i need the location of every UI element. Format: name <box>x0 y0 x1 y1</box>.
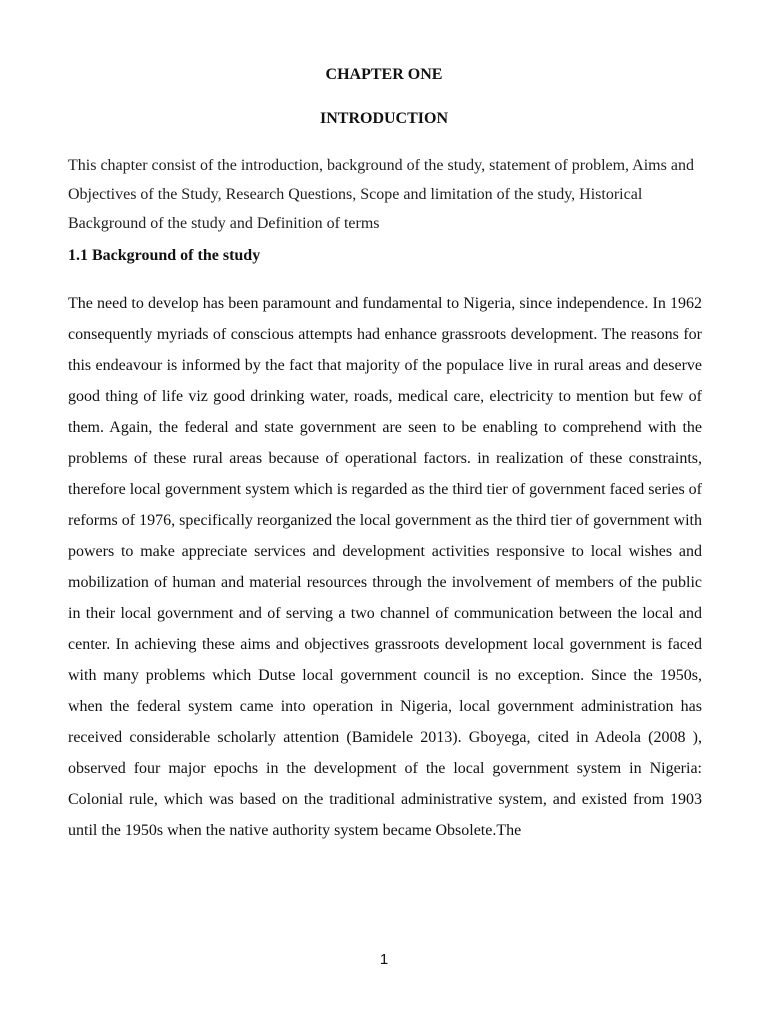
section-title: INTRODUCTION <box>319 110 448 127</box>
background-subheading: 1.1 Background of the study <box>68 247 261 264</box>
intro-paragraph: This chapter consist of the introduction, background of the study, statement of problem, Aims and Objectives of the Study, Research Questions, Scope and limitation of the study, Historical Background of the study and Definition of terms <box>68 157 694 232</box>
background-paragraph: The need to develop has been paramount and fundamental to Nigeria, since independence. In 1962 consequently myriads of conscious attempts had enhance grassroots development. The reasons for this endeavour is informed by the fact that majority of the populace live in rural areas and deserve good thing of life viz good drinking water, roads, medical care, electricity to mention but few of them. Again, the federal and state government are seen to be enabling to comprehend with the problems of these rural areas because of operational factors. in realization of these constraints, therefore local government system which is regarded as the third tier of government faced series of reforms of 1976, specifically reorganized the local government as the third tier of government with powers to make appreciate services and development activities responsive to local wishes and mobilization of human and material resources through the involvement of members of the public in their local government and of serving a two channel of communication between the local and center. In achieving these aims and objectives grassroots development local government is faced with many problems which Dutse local government council is no exception. Since the 1950s, when the federal system came into operation in Nigeria, local government administration has received considerable scholarly attention (Bamidele 2013). Gboyega, cited in Adeola (2008 ), observed four major epochs in the development of the local government system in Nigeria: Colonial rule, which was based on the traditional administrative system, and existed from 1903 until the 1950s when the native authority system became Obsolete.The <box>68 295 702 839</box>
chapter-title: CHAPTER ONE <box>325 66 443 83</box>
page-number: 1 <box>379 951 389 968</box>
